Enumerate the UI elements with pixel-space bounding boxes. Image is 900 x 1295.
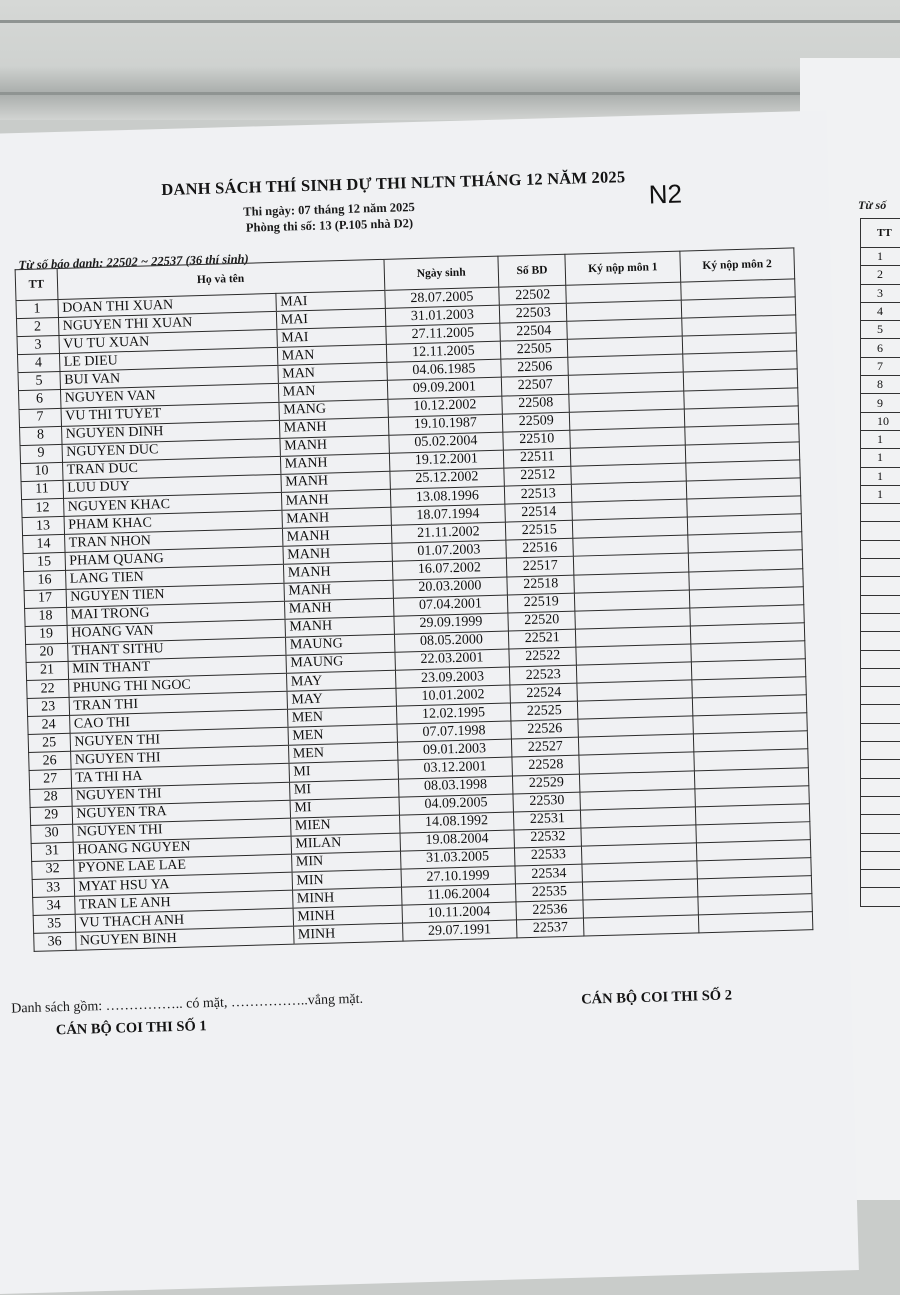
adjacent-sheet-header: Từ số (858, 198, 886, 213)
candidate-number: 22507 (501, 376, 569, 396)
candidate-given-name: MAI (277, 327, 387, 348)
row-number: 31 (31, 842, 73, 861)
candidate-last-name: BUI VAN (60, 366, 279, 390)
candidate-number: 22516 (506, 539, 574, 559)
row-number: 4 (18, 354, 60, 373)
row-number: 6 (19, 390, 61, 409)
candidate-dob: 12.11.2005 (386, 341, 501, 362)
candidate-dob: 18.07.1994 (391, 504, 506, 525)
row-number: 8 (20, 426, 62, 445)
row-number: 13 (22, 517, 64, 536)
candidate-last-name: NGUYEN THI (70, 746, 289, 770)
candidate-last-name: TRAN DUC (62, 456, 281, 480)
document-title: DANH SÁCH THÍ SINH DỰ THI NLTN THÁNG 12 NĂM 2025 (78, 165, 708, 203)
candidate-number: 22505 (500, 340, 568, 360)
candidate-last-name: NGUYEN TRA (72, 800, 291, 824)
candidate-dob: 09.01.2003 (397, 739, 512, 760)
row-number: 30 (31, 824, 73, 843)
adjacent-row-number: 6 (861, 339, 900, 357)
row-number: 19 (25, 625, 67, 644)
candidate-last-name: CAO THI (69, 709, 288, 733)
candidate-last-name: TA THI HA (71, 764, 290, 788)
candidate-last-name: DOAN THI XUAN (57, 293, 276, 317)
candidate-last-name: VU THI TUYET (61, 402, 280, 426)
candidate-number: 22520 (508, 611, 576, 631)
exam-room: Phòng thi số: 13 (P.105 nhà D2) (169, 214, 489, 238)
candidate-number: 22527 (511, 737, 579, 757)
row-number: 5 (18, 372, 60, 391)
adjacent-row-number: 8 (861, 376, 900, 394)
adjacent-row-number: 10 (861, 412, 900, 430)
candidate-last-name: PHUNG THI NGOC (68, 673, 287, 697)
candidate-dob: 11.06.2004 (401, 884, 516, 905)
candidate-dob: 29.07.1991 (402, 920, 517, 941)
candidate-number: 22523 (509, 665, 577, 685)
candidate-dob: 16.07.2002 (392, 558, 507, 579)
adjacent-row-number: 7 (861, 357, 900, 375)
row-number: 16 (24, 571, 66, 590)
adjacent-row-number: 3 (861, 284, 900, 302)
sign2-header: Ký nộp môn 2 (680, 248, 795, 282)
candidate-dob: 19.12.2001 (389, 450, 504, 471)
candidate-given-name: MINH (292, 887, 402, 908)
candidate-given-name: MEN (288, 724, 398, 745)
candidate-last-name: NGUYEN THI XUAN (58, 312, 277, 336)
candidate-number: 22510 (503, 430, 571, 450)
candidate-number: 22534 (515, 864, 583, 884)
row-number: 10 (21, 462, 63, 481)
candidate-dob: 10.01.2002 (396, 685, 511, 706)
signature-cell-1 (584, 915, 699, 936)
candidate-number: 22504 (500, 321, 568, 341)
candidate-number: 22537 (516, 918, 584, 938)
row-number: 17 (24, 589, 66, 608)
candidate-table (15, 247, 814, 952)
candidate-last-name: NGUYEN THI (70, 727, 289, 751)
row-number: 12 (22, 498, 64, 517)
row-number: 1 (16, 300, 58, 319)
candidate-last-name: NGUYEN VAN (60, 384, 279, 408)
row-number: 3 (17, 336, 59, 355)
candidate-number: 22522 (509, 647, 577, 667)
candidate-number: 22512 (504, 466, 572, 486)
candidate-last-name: PHAM KHAC (64, 510, 283, 534)
candidate-given-name: MANH (281, 471, 391, 492)
candidate-given-name: MAN (278, 381, 388, 402)
candidate-given-name: MANH (285, 616, 395, 637)
candidate-dob: 05.02.2004 (389, 432, 504, 453)
candidate-last-name: NGUYEN BINH (75, 926, 294, 950)
candidate-dob: 07.07.1998 (397, 721, 512, 742)
candidate-given-name: MIEN (290, 815, 400, 836)
supervisor-1-label: CÁN BỘ COI THI SỐ 1 (56, 1018, 207, 1039)
candidate-number: 22530 (513, 792, 581, 812)
candidate-dob: 08.05.2000 (394, 631, 509, 652)
candidate-last-name: NGUYEN THI (71, 782, 290, 806)
candidate-last-name: PYONE LAE LAE (73, 854, 292, 878)
candidate-number: 22515 (505, 520, 573, 540)
candidate-last-name: TRAN NHON (64, 529, 283, 553)
candidate-last-name: TRAN LE ANH (74, 890, 293, 914)
candidate-last-name: LE DIEU (59, 348, 278, 372)
row-number: 34 (33, 896, 75, 915)
candidate-given-name: MAUNG (286, 652, 396, 673)
candidate-last-name: LANG TIEN (65, 565, 284, 589)
candidate-dob: 20.03.2000 (393, 577, 508, 598)
candidate-number: 22536 (516, 900, 584, 920)
candidate-dob: 31.03.2005 (400, 848, 515, 869)
candidate-last-name: MYAT HSU YA (74, 872, 293, 896)
candidate-given-name: MANH (284, 580, 394, 601)
candidate-number: 22511 (503, 448, 571, 468)
candidate-given-name: MINH (293, 905, 403, 926)
adjacent-row-number: 9 (861, 394, 900, 412)
row-number: 21 (26, 661, 68, 680)
candidate-given-name: MANH (282, 525, 392, 546)
candidate-dob: 19.08.2004 (400, 830, 515, 851)
candidate-last-name: TRAN THI (69, 691, 288, 715)
candidate-given-name: MANH (281, 489, 391, 510)
candidate-last-name: NGUYEN DINH (61, 420, 280, 444)
candidate-number: 22509 (502, 412, 570, 432)
row-number: 33 (32, 878, 74, 897)
candidate-given-name: MANG (279, 399, 389, 420)
candidate-number: 22519 (507, 593, 575, 613)
candidate-last-name: PHAM QUANG (65, 547, 284, 571)
sheet-code: N2 (648, 179, 682, 211)
candidate-number: 22508 (502, 394, 570, 414)
candidate-given-name: MAI (276, 308, 386, 329)
sbd-header: Số BD (498, 254, 566, 287)
candidate-last-name: LUU DUY (63, 474, 282, 498)
candidate-last-name: NGUYEN KHAC (63, 492, 282, 516)
candidate-dob: 29.09.1999 (394, 613, 509, 634)
adjacent-row-number: 2 (861, 266, 900, 284)
adjacent-row-number: 1 (861, 485, 900, 503)
candidate-given-name: MIN (292, 869, 402, 890)
candidate-given-name: MAN (277, 345, 387, 366)
adjacent-row-number: 4 (861, 302, 900, 320)
candidate-dob: 14.08.1992 (399, 812, 514, 833)
row-number: 27 (29, 770, 71, 789)
candidate-dob: 27.11.2005 (386, 323, 501, 344)
candidate-given-name: MANH (283, 544, 393, 565)
exam-date: Thi ngày: 07 tháng 12 năm 2025 (169, 198, 489, 222)
candidate-dob: 31.01.2003 (385, 305, 500, 326)
candidate-last-name: MAI TRONG (66, 601, 285, 625)
candidate-given-name: MANH (279, 417, 389, 438)
candidate-dob: 19.10.1987 (388, 414, 503, 435)
candidate-given-name: MAY (286, 670, 396, 691)
row-number: 29 (30, 806, 72, 825)
row-number: 22 (27, 679, 69, 698)
name-header: Họ và tên (57, 259, 385, 299)
adjacent-row-number: 1 (861, 430, 900, 448)
sign1-header: Ký nộp môn 1 (565, 251, 680, 285)
row-number: 14 (23, 535, 65, 554)
candidate-number: 22517 (506, 557, 574, 577)
signature-cell-2 (698, 912, 813, 933)
candidate-number: 22535 (515, 882, 583, 902)
candidate-given-name: MANH (282, 507, 392, 528)
row-number: 24 (28, 715, 70, 734)
candidate-dob: 04.06.1985 (387, 360, 502, 381)
candidate-given-name: MAY (287, 688, 397, 709)
candidate-dob: 23.09.2003 (395, 667, 510, 688)
candidate-given-name: MEN (288, 743, 398, 764)
adjacent-tt-header: TT (861, 219, 900, 248)
candidate-given-name: MANH (283, 562, 393, 583)
candidate-dob: 22.03.2001 (395, 649, 510, 670)
candidate-dob: 03.12.2001 (398, 757, 513, 778)
candidate-last-name: HOANG VAN (67, 619, 286, 643)
attendance-summary: Danh sách gồm: …………….. có mặt, ……………..vắng mặt. (11, 992, 363, 1018)
candidate-given-name: MI (290, 797, 400, 818)
candidate-number: 22524 (510, 683, 578, 703)
candidate-dob: 09.09.2001 (387, 378, 502, 399)
candidate-dob: 27.10.1999 (401, 866, 516, 887)
adjacent-row-number: 1 (861, 248, 900, 266)
candidate-number: 22526 (511, 719, 579, 739)
adjacent-row-number: 1 (861, 449, 900, 467)
candidate-number: 22521 (508, 629, 576, 649)
candidate-given-name: MEN (287, 706, 397, 727)
candidate-dob: 04.09.2005 (399, 794, 514, 815)
candidate-number: 22531 (513, 810, 581, 830)
candidate-last-name: NGUYEN THI (72, 818, 291, 842)
row-number: 11 (21, 480, 63, 499)
candidate-given-name: MAUNG (285, 634, 395, 655)
row-number: 26 (29, 752, 71, 771)
tt-header: TT (15, 269, 57, 301)
candidate-dob: 12.02.1995 (396, 703, 511, 724)
candidate-given-name: MAI (276, 290, 386, 311)
candidate-last-name: VU TU XUAN (59, 330, 278, 354)
candidate-last-name: MIN THANT (68, 655, 287, 679)
row-number: 28 (30, 788, 72, 807)
candidate-number: 22503 (499, 303, 567, 323)
candidate-number: 22518 (507, 575, 575, 595)
candidate-number: 22529 (512, 774, 580, 794)
adjacent-row-number: 1 (861, 467, 900, 485)
candidate-dob: 10.11.2004 (402, 902, 517, 923)
dob-header: Ngày sinh (384, 256, 499, 290)
candidate-number: 22513 (504, 484, 572, 504)
row-number: 15 (23, 553, 65, 572)
candidate-last-name: NGUYEN TIEN (66, 583, 285, 607)
row-number: 36 (34, 933, 76, 952)
candidate-given-name: MI (289, 779, 399, 800)
candidate-given-name: MANH (280, 453, 390, 474)
candidate-last-name: VU THACH ANH (75, 908, 294, 932)
adjacent-row-number: 5 (861, 321, 900, 339)
candidate-dob: 13.08.1996 (390, 486, 505, 507)
candidate-dob: 01.07.2003 (392, 540, 507, 561)
row-number: 2 (16, 318, 58, 337)
candidate-dob: 08.03.1998 (398, 776, 513, 797)
candidate-dob: 10.12.2002 (388, 396, 503, 417)
row-number: 23 (27, 697, 69, 716)
candidate-given-name: MANH (284, 598, 394, 619)
candidate-given-name: MINH (293, 923, 403, 944)
candidate-dob: 25.12.2002 (390, 468, 505, 489)
candidate-number: 22528 (512, 756, 580, 776)
candidate-last-name: NGUYEN DUC (62, 438, 281, 462)
row-number: 35 (33, 914, 75, 933)
candidate-number: 22506 (501, 358, 569, 378)
candidate-dob: 28.07.2005 (385, 287, 500, 308)
row-number: 32 (32, 860, 74, 879)
candidate-last-name: HOANG NGUYEN (73, 836, 292, 860)
row-number: 18 (25, 607, 67, 626)
candidate-number: 22533 (514, 846, 582, 866)
row-number: 20 (26, 643, 68, 662)
candidate-given-name: MANH (280, 435, 390, 456)
candidate-dob: 07.04.2001 (393, 595, 508, 616)
candidate-dob: 21.11.2002 (391, 522, 506, 543)
candidate-number: 22525 (510, 701, 578, 721)
row-number: 7 (19, 408, 61, 427)
supervisor-2-label: CÁN BỘ COI THI SỐ 2 (581, 987, 732, 1008)
row-number: 9 (20, 444, 62, 463)
candidate-given-name: MAN (278, 363, 388, 384)
candidate-given-name: MILAN (291, 833, 401, 854)
candidate-given-name: MIN (291, 851, 401, 872)
candidate-given-name: MI (289, 761, 399, 782)
row-number: 25 (28, 734, 70, 753)
candidate-number: 22514 (505, 502, 573, 522)
candidate-last-name: THANT SITHU (67, 637, 286, 661)
candidate-number: 22502 (499, 285, 567, 305)
candidate-range: Từ số báo danh: 22502 ~ 22537 (36 thí sinh) (18, 252, 249, 273)
candidate-number: 22532 (514, 828, 582, 848)
